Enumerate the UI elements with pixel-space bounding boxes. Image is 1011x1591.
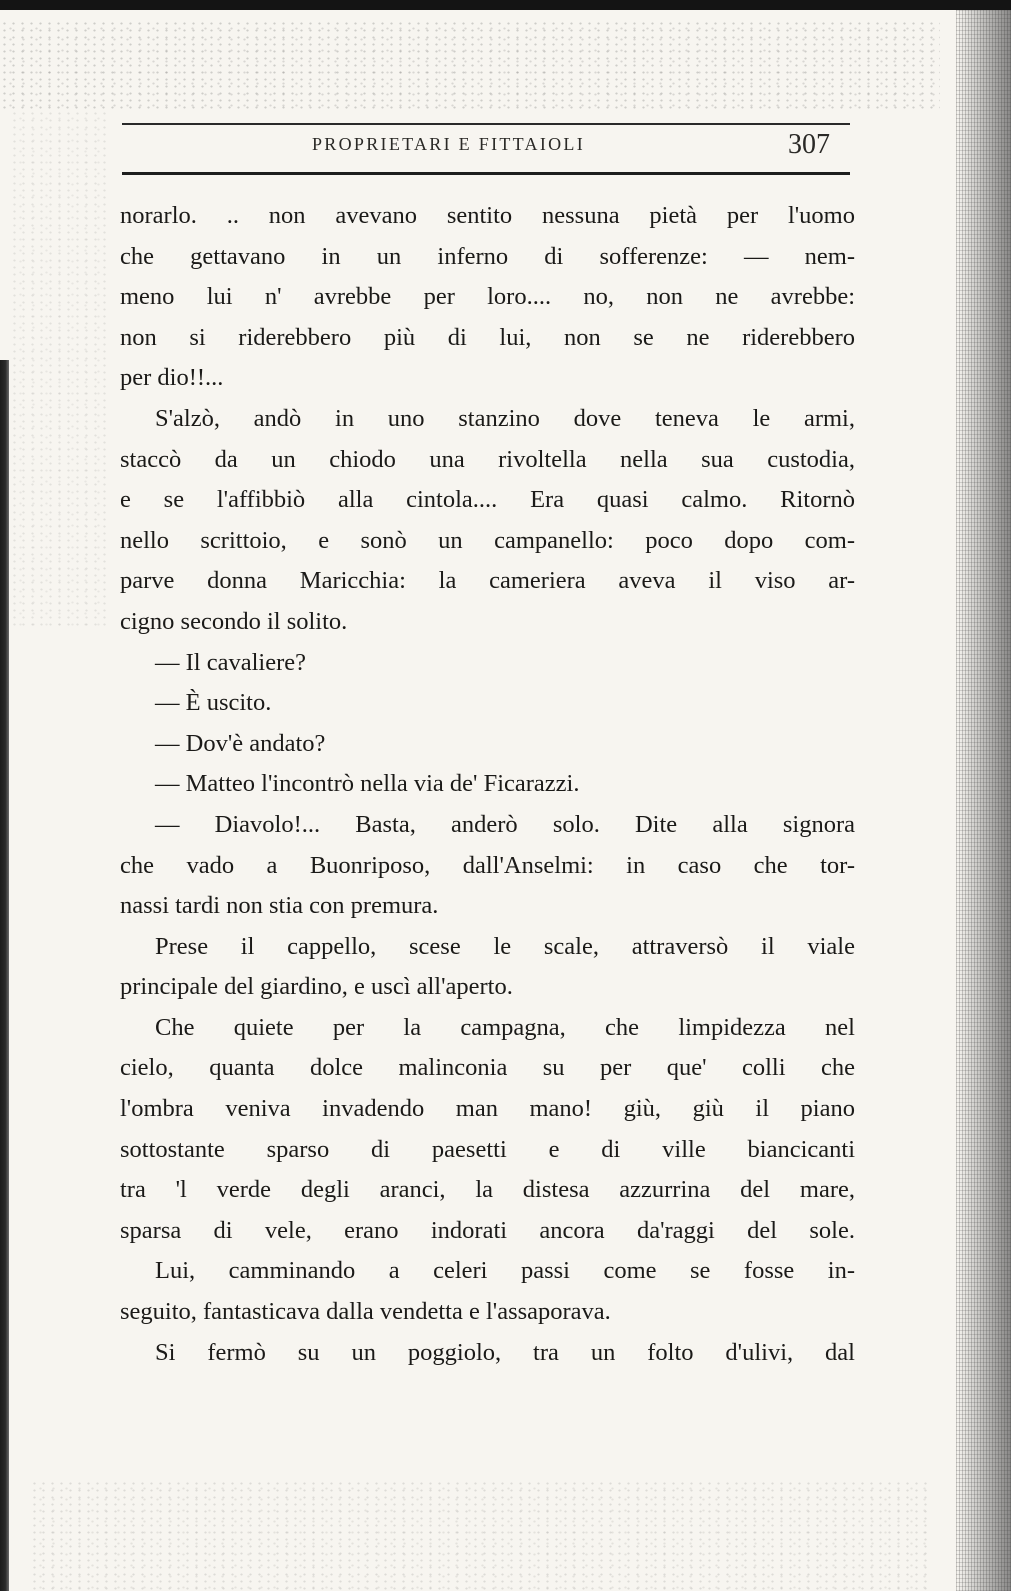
text-line: Si fermò su un poggiolo, tra un folto d'ulivi, dal	[155, 1338, 855, 1366]
running-header	[122, 118, 850, 182]
text-line: nello scrittoio, e sonò un campanello: poco dopo com-	[120, 526, 855, 554]
text-line: che vado a Buonriposo, dall'Anselmi: in caso che tor-	[120, 851, 855, 879]
text-line: principale del giardino, e uscì all'aperto.	[120, 973, 513, 1001]
page-number: 307	[788, 129, 830, 160]
text-line: — Dov'è andato?	[155, 729, 326, 757]
text-line: parve donna Maricchia: la cameriera aveva il viso ar-	[120, 567, 855, 595]
left-scan-edge	[0, 360, 9, 1591]
body-text	[120, 196, 855, 1373]
scan-noise-left	[10, 110, 110, 630]
text-line: per dio!!...	[120, 364, 224, 392]
text-line: — È uscito.	[155, 689, 272, 717]
text-line: seguito, fantasticava dalla vendetta e l'assaporava.	[120, 1298, 611, 1326]
text-line: norarlo. .. non avevano sentito nessuna pietà per l'uomo	[120, 202, 855, 229]
text-line: Lui, camminando a celeri passi come se fosse in-	[155, 1257, 855, 1285]
text-line: cigno secondo il solito.	[120, 607, 348, 635]
text-line: nassi tardi non stia con premura.	[120, 892, 439, 920]
running-title: PROPRIETARI E FITTAIOLI	[312, 134, 586, 154]
text-line: e se l'affibbiò alla cintola.... Era quasi calmo. Ritornò	[120, 486, 855, 514]
text-line: sparsa di vele, erano indorati ancora da'raggi del sole.	[120, 1216, 855, 1244]
text-line: — Il cavaliere?	[155, 648, 306, 676]
text-line: sottostante sparso di paesetti e di ville biancicanti	[120, 1135, 855, 1163]
text-line: — Diavolo!... Basta, anderò solo. Dite alla signora	[155, 810, 855, 838]
text-line: Prese il cappello, scese le scale, attraversò il viale	[155, 932, 855, 960]
text-line: che gettavano in un inferno di sofferenze: — nem-	[120, 242, 855, 270]
text-line: Che quiete per la campagna, che limpidezza nel	[155, 1013, 855, 1041]
text-line: l'ombra veniva invadendo man mano! giù, giù il piano	[120, 1095, 855, 1123]
text-line: S'alzò, andò in uno stanzino dove teneva le armi,	[155, 404, 855, 432]
text-line: tra 'l verde degli aranci, la distesa azzurrina del mare,	[120, 1176, 855, 1204]
scan-noise-top	[0, 20, 940, 110]
text-line: staccò da un chiodo una rivoltella nella sua custodia,	[120, 445, 855, 473]
text-line: — Matteo l'incontrò nella via de' Ficarazzi.	[155, 770, 580, 798]
header-rule-top	[122, 123, 850, 125]
scan-noise-bottom	[30, 1480, 930, 1590]
text-line: meno lui n' avrebbe per loro.... no, non ne avrebbe:	[120, 283, 855, 311]
right-scan-edge	[956, 10, 1011, 1591]
text-line: non si riderebbero più di lui, non se ne riderebbero	[120, 323, 855, 351]
top-border	[0, 0, 1011, 10]
header-rule-bottom	[122, 172, 850, 175]
text-line: cielo, quanta dolce malinconia su per que' colli che	[120, 1054, 855, 1082]
